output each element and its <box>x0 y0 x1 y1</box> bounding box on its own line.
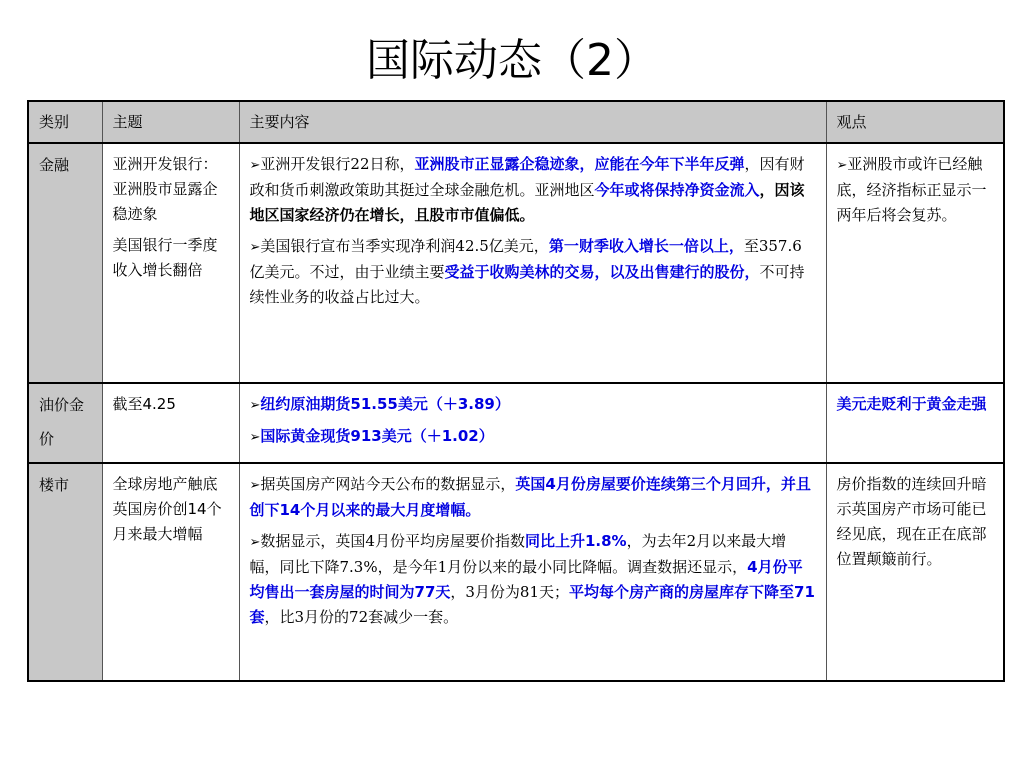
category-cell: 金融 <box>28 143 102 383</box>
table-row <box>28 463 1004 681</box>
content-cell <box>239 143 826 383</box>
bullet-arrow-icon: ➢ <box>249 240 261 255</box>
body-text: 房价指数的连续回升暗示英国房产市场可能已经见底，现在正在底部位置颠簸前行。 <box>836 475 987 568</box>
topic-text: 美国银行一季度收入增长翻倍 <box>112 236 218 279</box>
body-text: 亚洲股市或许已经触底，经济指标正显示一两年后将会复苏。 <box>836 155 987 224</box>
body-text: ，因该地区国家经济仍在增长，且股市市值偏低。 <box>249 181 805 224</box>
body-text: 美国银行宣布当季实现净利润42.5亿美元， <box>260 237 549 255</box>
highlight-text: 受益于收购美林的交易，以及出售建行的股份， <box>444 263 760 281</box>
content-paragraph <box>250 234 816 310</box>
table-body <box>28 143 1004 681</box>
highlight-text: 亚洲股市正显露企稳迹象，应能在今年下半年反弹 <box>414 155 745 173</box>
table-row <box>28 143 1004 383</box>
header-row <box>28 101 1004 143</box>
body-text: 至357.6亿美元。不过，由于业绩主要 <box>249 237 802 281</box>
highlight-text: 平均每个房产商的房屋库存下降至71套 <box>249 583 815 626</box>
bullet-arrow-icon: ➢ <box>249 430 261 445</box>
content-paragraph <box>837 392 994 417</box>
body-text: 亚洲开发银行22日称， <box>260 155 415 173</box>
category-cell: 楼市 <box>28 463 102 681</box>
highlight-text: 国际黄金现货913美元（＋1.02） <box>260 427 494 445</box>
body-text: 不可持续性业务的收益占比过大。 <box>249 263 805 306</box>
bullet-arrow-icon: ➢ <box>249 398 261 413</box>
body-text: ，因有财政和货币刺激政策助其挺过全球金融危机。亚洲地区 <box>249 155 805 199</box>
table-row <box>28 383 1004 463</box>
highlight-text: 今年或将保持净资金流入 <box>594 181 760 199</box>
opinion-cell <box>826 383 1004 463</box>
bullet-arrow-icon: ➢ <box>249 535 261 550</box>
body-text: ，为去年2月以来最大增幅，同比下降7.3%，是今年1月份以来的最小同比降幅。调查数据还显示， <box>249 532 787 576</box>
news-table <box>27 100 1005 682</box>
content-paragraph <box>250 424 816 450</box>
content-cell <box>239 463 826 681</box>
body-text: ，比3月份的72套减少一套。 <box>264 608 459 626</box>
category-cell: 油价金价 <box>28 383 102 463</box>
header-category: 类别 <box>28 101 102 143</box>
body-text: 数据显示，英国4月份平均房屋要价指数 <box>260 532 525 550</box>
topic-cell <box>102 463 239 681</box>
topic-text: 全球房地产触底 英国房价创14个月来最大增幅 <box>112 475 222 543</box>
content-paragraph <box>250 152 816 228</box>
topic-cell <box>102 143 239 383</box>
content-paragraph <box>250 392 816 418</box>
slide-title: 国际动态（2） <box>366 35 658 86</box>
highlight-text: 第一财季收入增长一倍以上， <box>548 237 744 255</box>
bullet-arrow-icon: ➢ <box>249 478 261 493</box>
highlight-text: 纽约原油期货51.55美元（＋3.89） <box>260 395 510 413</box>
opinion-cell <box>826 143 1004 383</box>
content-cell <box>239 383 826 463</box>
content-paragraph <box>837 152 994 228</box>
body-text: ，3月份为81天； <box>450 583 570 601</box>
body-text: 据英国房产网站今天公布的数据显示， <box>260 475 516 493</box>
highlight-text: 英国4月份房屋要价连续第三个月回升，并且创下14个月以来的最大月度增幅。 <box>249 475 811 519</box>
topic-text: 亚洲开发银行：亚洲股市显露企稳迹象 <box>112 155 218 223</box>
bullet-arrow-icon: ➢ <box>249 158 261 173</box>
highlight-text: 同比上升1.8% <box>524 532 627 550</box>
header-topic: 主题 <box>102 101 239 143</box>
highlight-text: 4月份平均售出一套房屋的时间为77天 <box>249 558 803 601</box>
bullet-arrow-icon: ➢ <box>836 158 848 173</box>
content-paragraph <box>250 529 816 630</box>
header-content: 主要内容 <box>239 101 826 143</box>
topic-cell <box>102 383 239 463</box>
opinion-cell <box>826 463 1004 681</box>
content-paragraph <box>250 472 816 523</box>
content-paragraph <box>837 472 994 572</box>
topic-text: 截至4.25 <box>112 395 176 413</box>
highlight-text: 美元走贬利于黄金走强 <box>836 395 987 413</box>
header-opinion: 观点 <box>826 101 1004 143</box>
